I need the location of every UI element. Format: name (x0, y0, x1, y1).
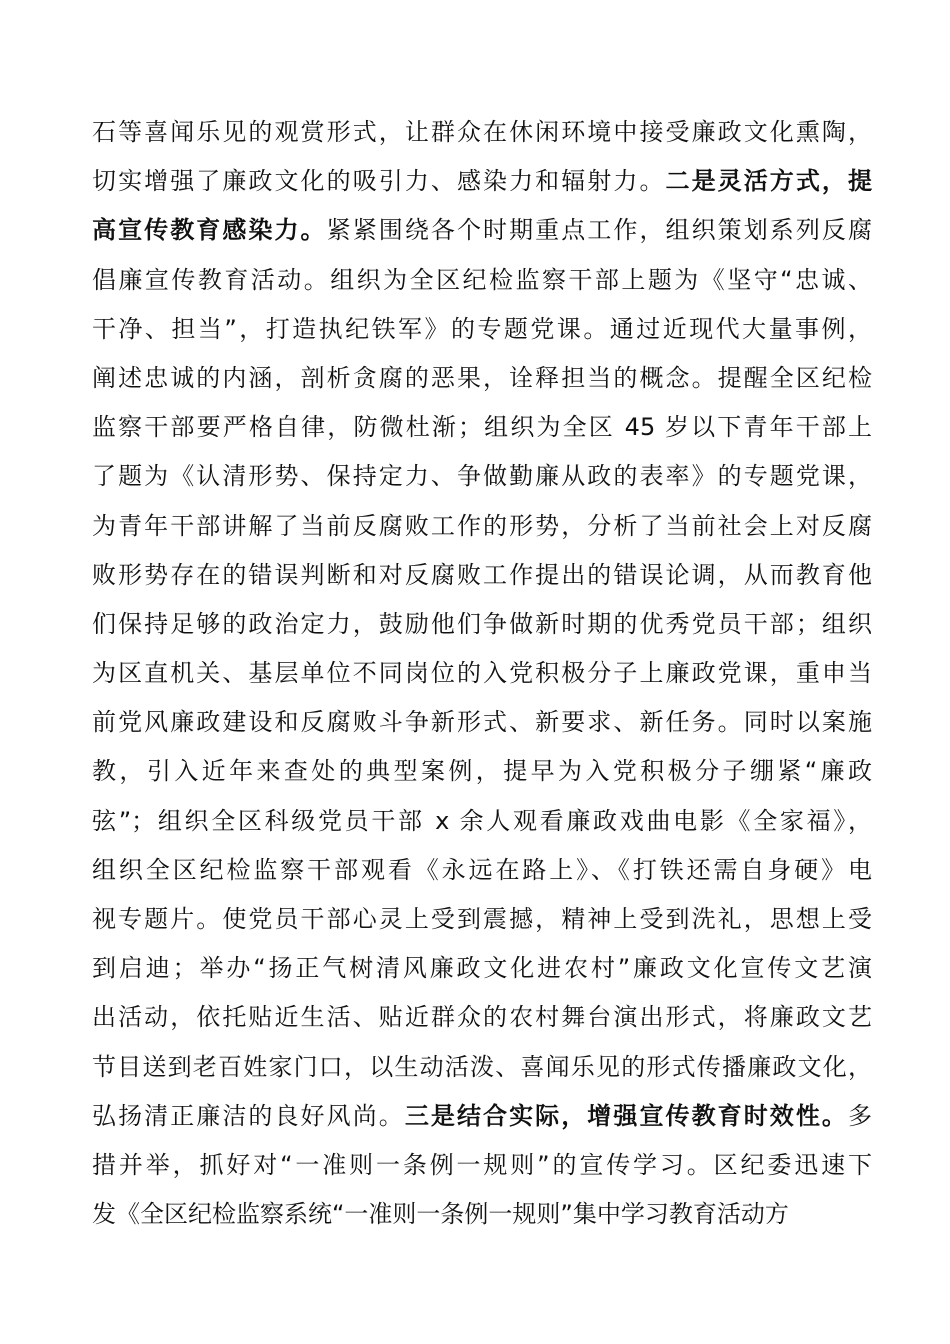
text-line (92, 993, 872, 1042)
text-line (92, 649, 872, 698)
text-line (92, 108, 872, 157)
text-line (92, 256, 872, 305)
text-run: 干净、担当”，打造执纪铁军》的专题党课。通过近现代大量事例， (92, 314, 872, 343)
text-run: 发《全区纪检监察系统“一准则一条例一规则”集中学习教育活动方 (92, 1200, 789, 1229)
text-run: 败形势存在的错误判断和对反腐败工作提出的错误论调，从而教育他 (92, 560, 872, 589)
text-run: 多 (848, 1101, 872, 1130)
text-run: 们保持足够的政治定力，鼓励他们争做新时期的优秀党员干部；组织 (92, 609, 872, 638)
text-line (92, 502, 872, 551)
text-line (92, 1190, 872, 1239)
text-run: 教，引入近年来查处的典型案例，提早为入党积极分子绷紧“廉政 (92, 757, 872, 786)
text-line (92, 305, 872, 354)
bold-heading-run: 二是灵活方式，提 (665, 167, 872, 196)
text-run: 组织全区纪检监察干部观看《永远在路上》、《打铁还需自身硬》电 (92, 855, 872, 884)
text-line (92, 1043, 872, 1092)
text-line (92, 747, 872, 796)
body-text (92, 108, 872, 1239)
text-run: 紧紧围绕各个时期重点工作，组织策划系列反腐 (326, 216, 873, 245)
bold-heading-run: 高宣传教育感染力。 (92, 216, 327, 245)
text-run: 石等喜闻乐见的观赏形式，让群众在休闲环境中接受廉政文化熏陶， (92, 118, 872, 146)
text-run: 切实增强了廉政文化的吸引力、感染力和辐射力。 (92, 167, 666, 196)
text-line (92, 600, 872, 649)
text-run: 弘扬清正廉洁的良好风尚。 (92, 1101, 405, 1130)
text-line (92, 452, 872, 501)
text-line (92, 354, 872, 403)
text-run: 倡廉宣传教育活动。组织为全区纪检监察干部上题为《坚守“忠诚、 (92, 265, 872, 294)
text-line (92, 1092, 872, 1141)
text-line (92, 157, 872, 206)
text-line (92, 895, 872, 944)
text-run: 视专题片。使党员干部心灵上受到震撼，精神上受到洗礼，思想上受 (92, 905, 872, 933)
text-run: 措并举，抓好对“一准则一条例一规则”的宣传学习。区纪委迅速下 (92, 1150, 872, 1179)
text-run: 阐述忠诚的内涵，剖析贪腐的恶果，诠释担当的概念。提醒全区纪检 (92, 363, 872, 392)
text-line (92, 846, 872, 895)
text-run: 为区直机关、基层单位不同岗位的入党积极分子上廉政党课，重申当 (92, 659, 872, 688)
text-line (92, 403, 872, 452)
text-run: 了题为《认清形势、保持定力、争做勤廉从政的表率》的专题党课， (92, 462, 872, 491)
text-run: 前党风廉政建设和反腐败斗争新形式、新要求、新任务。同时以案施 (92, 708, 872, 737)
text-line (92, 698, 872, 747)
text-line (92, 797, 872, 846)
text-run: 到启迪；举办“扬正气树清风廉政文化进农村”廉政文化宣传文艺演 (92, 954, 872, 983)
text-run: 监察干部要严格自律，防微杜渐；组织为全区 45 岁以下青年干部上 (92, 413, 872, 442)
bold-heading-run: 三是结合实际，增强宣传教育时效性。 (404, 1101, 848, 1130)
text-run: 出活动，依托贴近生活、贴近群众的农村舞台演出形式，将廉政文艺 (92, 1003, 872, 1032)
text-line (92, 1141, 872, 1190)
text-line (92, 551, 872, 600)
text-line (92, 206, 872, 255)
text-run: 节目送到老百姓家门口，以生动活泼、喜闻乐见的形式传播廉政文化， (92, 1052, 872, 1081)
text-line (92, 944, 872, 993)
text-run: 弦”；组织全区科级党员干部 x 余人观看廉政戏曲电影《全家福》， (92, 806, 872, 835)
text-run: 为青年干部讲解了当前反腐败工作的形势，分析了当前社会上对反腐 (92, 511, 872, 540)
